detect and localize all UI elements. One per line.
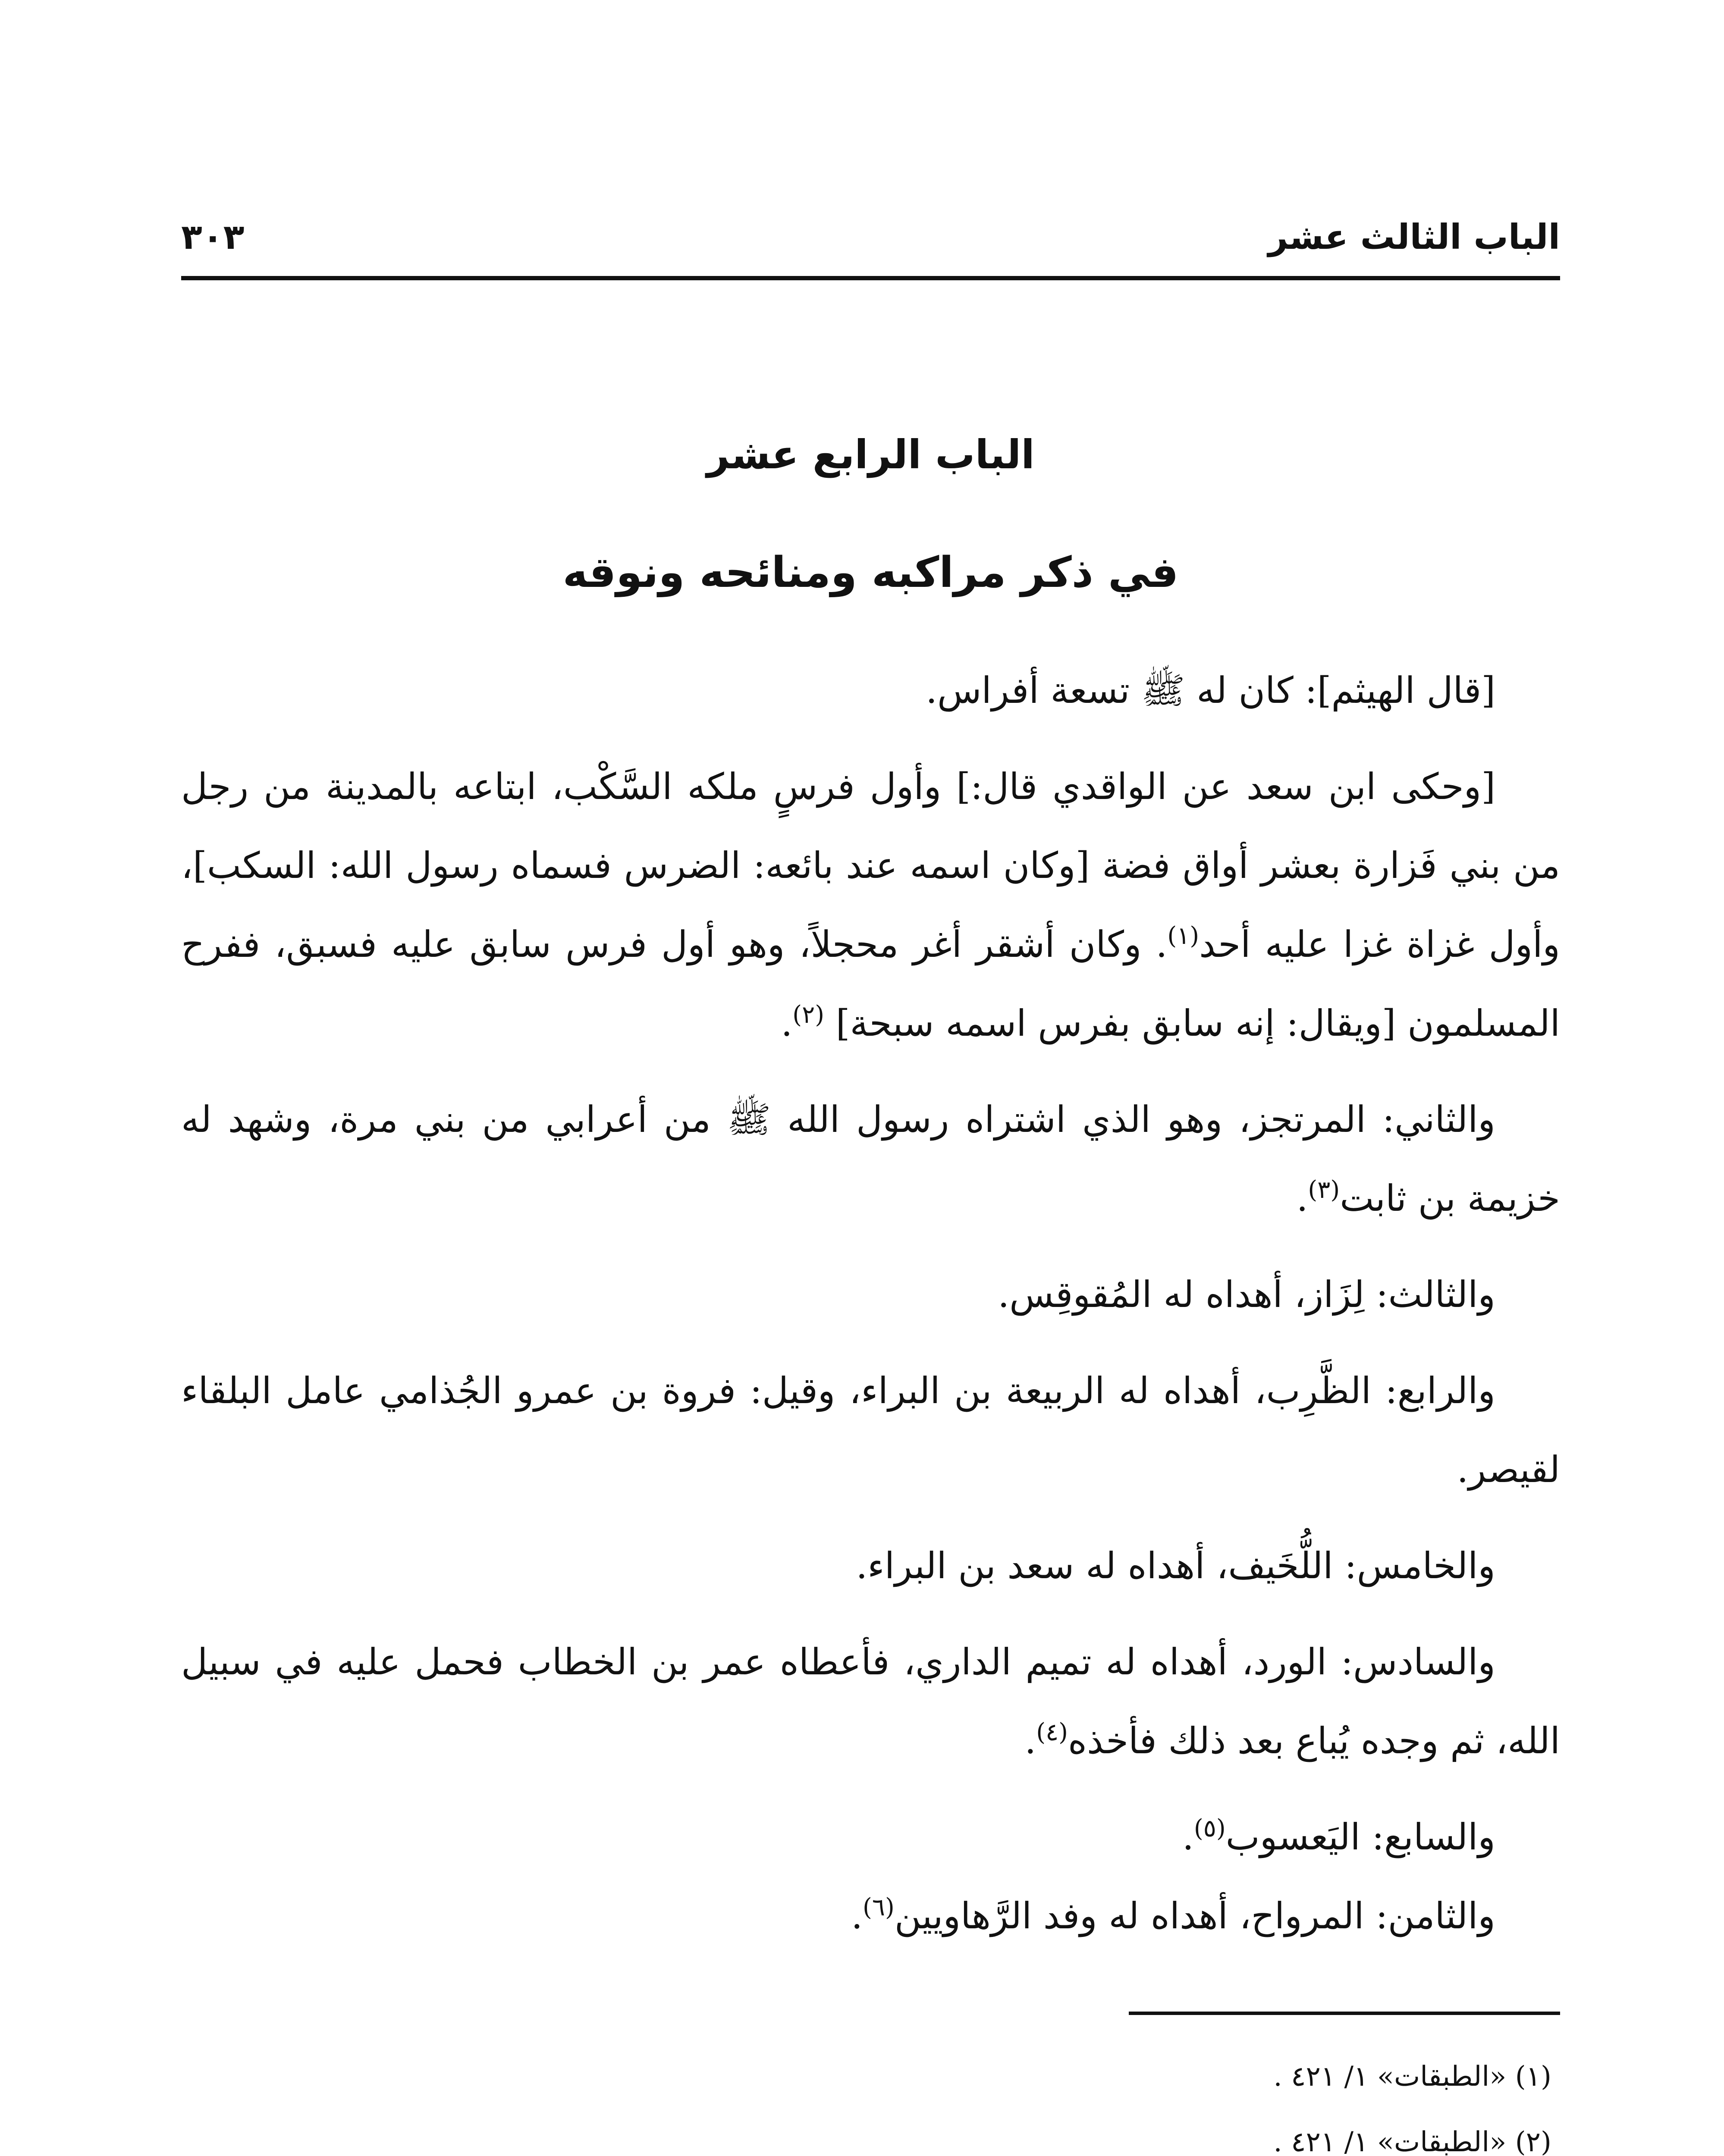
- paragraph-text: والسابع: اليَعسوب: [1225, 1816, 1495, 1858]
- paragraph-text: .: [1024, 1720, 1036, 1762]
- body-text: [181, 651, 1560, 1973]
- paragraph: [181, 1080, 1560, 1238]
- paragraph-text: والسادس: الورد، أهداه له تميم الداري، فأعطاه عمر بن الخطاب فحمل عليه في سبيل الله، ثم وجده يُباع بعد ذلك فأخذه: [181, 1641, 1560, 1762]
- paragraph-text: والخامس: اللُّخَيف، أهداه له سعد بن البراء.: [856, 1545, 1495, 1587]
- running-header-chapter: الباب الثالث عشر: [1268, 217, 1560, 257]
- paragraph-text: [قال الهيثم]: كان له ﷺ تسعة أفراس.: [926, 669, 1495, 711]
- footnotes: [181, 2044, 1560, 2156]
- paragraph-text: والثامن: المرواح، أهداه له وفد الرَّهاويين: [894, 1895, 1495, 1937]
- page-number: ٣٠٣: [181, 217, 245, 257]
- paragraph: [181, 747, 1560, 1063]
- footnote: (١) «الطبقات» ١/ ٤٢١ .: [1273, 2061, 1551, 2093]
- paragraph-text: والثالث: لِزَاز، أهداه له المُقوقِس.: [998, 1273, 1495, 1316]
- header-rule: [181, 276, 1560, 280]
- paragraph: [181, 651, 1560, 730]
- footnote-rule: [1129, 2012, 1560, 2015]
- paragraph: [181, 1798, 1560, 1877]
- paragraph: [181, 1877, 1560, 1955]
- paragraph-text: .: [1296, 1177, 1308, 1219]
- paragraph: [181, 1623, 1560, 1780]
- paragraph: [181, 1526, 1560, 1605]
- paragraph: [181, 1351, 1560, 1509]
- footnote-marker: (٣): [1308, 1176, 1340, 1204]
- paragraph-text: .: [851, 1895, 863, 1937]
- footnote-marker: (٢): [792, 1001, 825, 1029]
- chapter-title: الباب الرابع عشر: [707, 432, 1035, 478]
- footnote: (٢) «الطبقات» ١/ ٤٢١ .: [1273, 2126, 1551, 2156]
- running-header: [181, 185, 1560, 257]
- chapter-subtitle: في ذكر مراكبه ومنائحه ونوقه: [562, 548, 1179, 597]
- paragraph-text: .: [1182, 1816, 1194, 1858]
- footnote-marker: (٦): [863, 1893, 895, 1921]
- paragraph: [181, 1255, 1560, 1334]
- paragraph-text: . وكان أشقر أغر محجلاً، وهو أول فرس سابق عليه فسبق، ففرح المسلمون [ويقال: إنه سابق بفرس اسمه سبحة]: [181, 923, 1560, 1044]
- footnote-marker: (١): [1167, 922, 1200, 950]
- paragraph-text: [وحكى ابن سعد عن الواقدي قال:] وأول فرسٍ ملكه السَّكْب، ابتاعه بالمدينة من رجل من بني فَزارة بعشر أواق فضة [وكان اسمه عند بائعه: الضرس فسماه رسول الله: السكب]، وأول غزاة غزا عليه أحد: [181, 765, 1560, 965]
- footnote-marker: (٥): [1193, 1814, 1226, 1843]
- footnote-marker: (٤): [1036, 1718, 1068, 1746]
- paragraph-text: والرابع: الظَّرِب، أهداه له الربيعة بن البراء، وقيل: فروة بن عمرو الجُذامي عامل البلقاء لقيصر.: [181, 1369, 1560, 1491]
- paragraph-text: .: [781, 1002, 793, 1044]
- paragraph-text: والثاني: المرتجز، وهو الذي اشتراه رسول الله ﷺ من أعرابي من بني مرة، وشهد له خزيمة بن ثابت: [181, 1098, 1560, 1219]
